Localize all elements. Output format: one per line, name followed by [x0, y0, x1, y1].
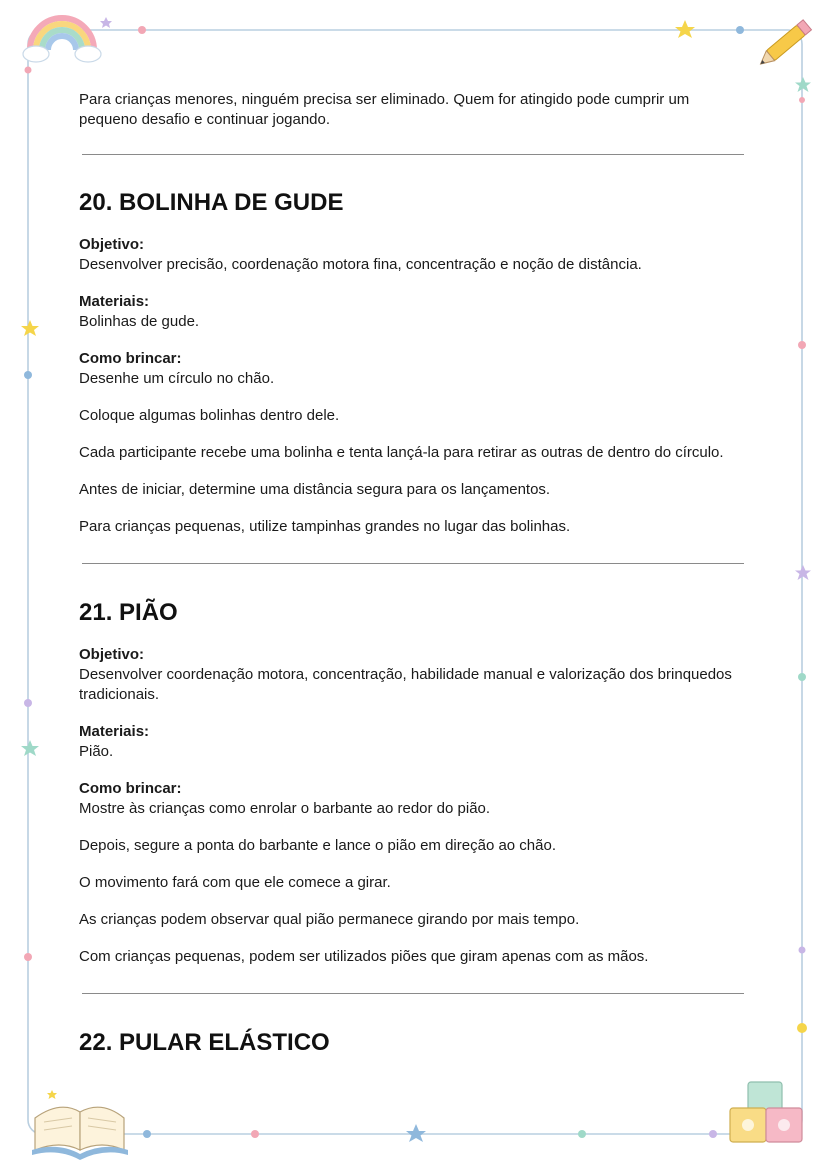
step-text: Coloque algumas bolinhas dentro dele.: [79, 407, 340, 424]
step-text: Desenhe um círculo no chão.: [79, 370, 275, 387]
section-divider: [82, 563, 744, 564]
toy-blocks-icon: [730, 1082, 802, 1142]
objective-label: Objetivo:: [79, 236, 145, 253]
star-icon: [21, 740, 39, 756]
materials-label: Materiais:: [79, 723, 150, 740]
materials-text: Bolinhas de gude.: [79, 313, 200, 330]
step-text: Depois, segure a ponta do barbante e lance o pião em direção ao chão.: [79, 837, 556, 854]
game-section-bolinha-de-gude: [79, 188, 749, 537]
star-icon: [100, 17, 112, 28]
step-text: Cada participante recebe uma bolinha e tenta lançá-la para retirar as outras de dentro do círculo.: [79, 444, 724, 461]
star-icon: [47, 1090, 57, 1099]
pencil-icon: [756, 20, 811, 69]
materials-label: Materiais:: [79, 293, 150, 310]
howto-label: Como brincar:: [79, 350, 182, 367]
star-icon: [675, 20, 695, 38]
materials-block: [79, 292, 749, 332]
star-icon: [21, 320, 39, 336]
section-divider: [82, 154, 744, 155]
step-text: Mostre às crianças como enrolar o barbante ao redor do pião.: [79, 800, 491, 817]
game-section-piao: [79, 598, 749, 967]
star-icon: [795, 565, 811, 580]
step-text: Com crianças pequenas, podem ser utilizados piões que giram apenas com as mãos.: [79, 948, 649, 965]
section-title: 21. PIÃO: [79, 599, 178, 626]
star-icon: [406, 1124, 426, 1142]
document-body: [79, 90, 749, 1075]
howto-block: [79, 349, 749, 537]
step-text: Antes de iniciar, determine uma distância segura para os lançamentos.: [79, 481, 551, 498]
objective-label: Objetivo:: [79, 646, 145, 663]
rainbow-icon: [23, 18, 101, 62]
intro-paragraph: Para crianças menores, ninguém precisa ser eliminado. Quem for atingido pode cumprir um pequeno desafio e continuar jogando.: [79, 91, 690, 128]
materials-block: [79, 722, 749, 762]
objective-text: Desenvolver precisão, coordenação motora fina, concentração e noção de distância.: [79, 256, 642, 273]
section-divider: [82, 993, 744, 994]
star-icon: [795, 77, 811, 92]
objective-block: [79, 645, 749, 705]
howto-block: [79, 779, 749, 967]
section-title: 22. PULAR ELÁSTICO: [79, 1029, 330, 1056]
game-section-pular-elastico: [79, 1028, 749, 1058]
materials-text: Pião.: [79, 743, 114, 760]
section-title: 20. BOLINHA DE GUDE: [79, 189, 344, 216]
step-text: As crianças podem observar qual pião permanece girando por mais tempo.: [79, 911, 580, 928]
objective-text: Desenvolver coordenação motora, concentração, habilidade manual e valorização dos brinquedos tradicionais.: [79, 666, 732, 703]
step-text: O movimento fará com que ele comece a girar.: [79, 874, 391, 891]
objective-block: [79, 235, 749, 275]
step-text: Para crianças pequenas, utilize tampinhas grandes no lugar das bolinhas.: [79, 518, 571, 535]
open-book-icon: [32, 1107, 128, 1160]
howto-label: Como brincar:: [79, 780, 182, 797]
